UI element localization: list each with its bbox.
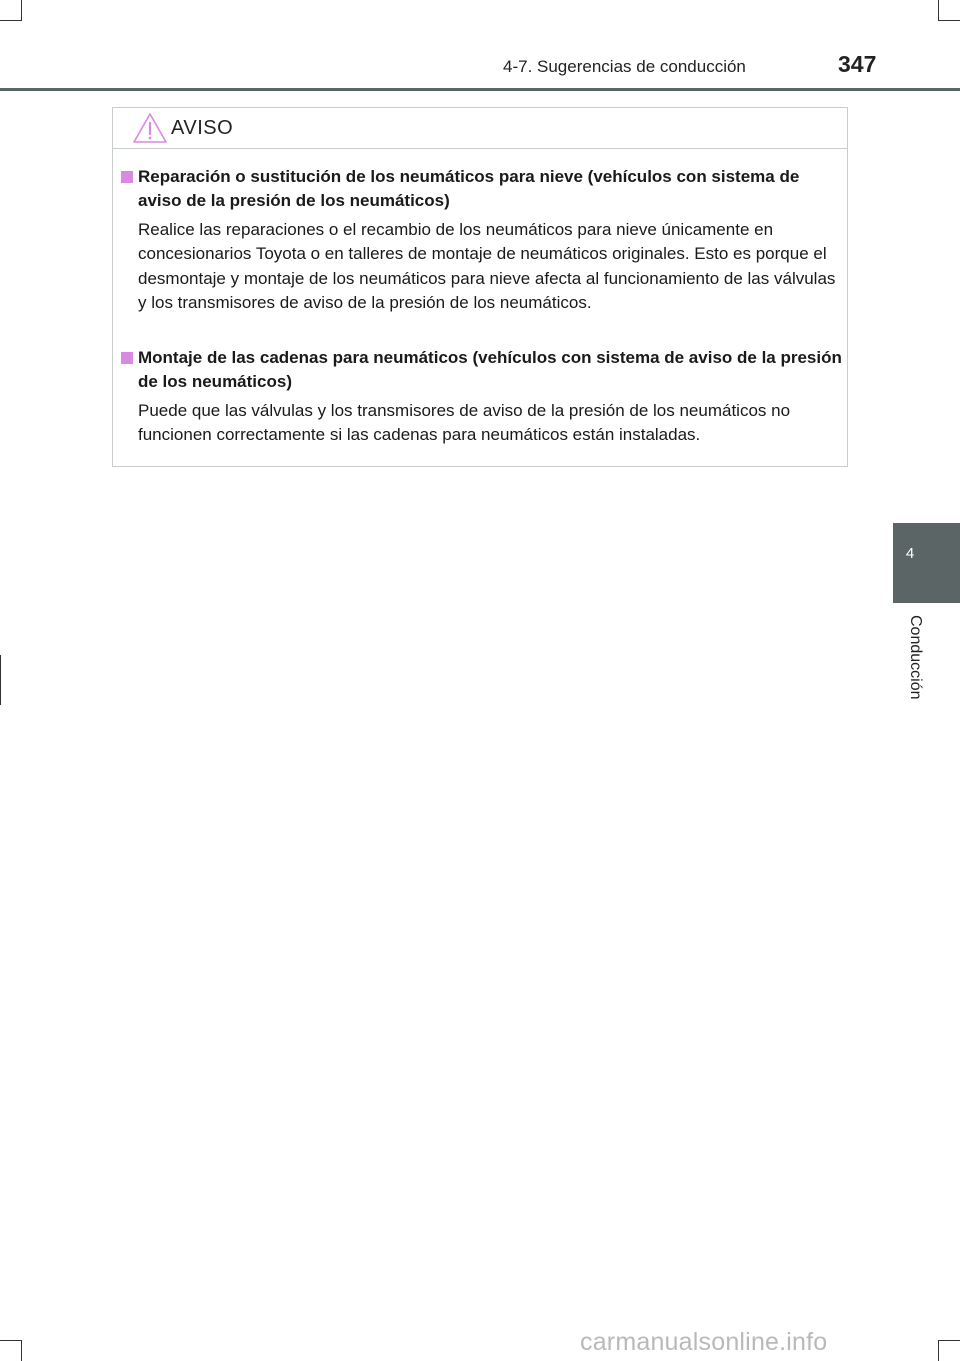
- warning-triangle-icon: [132, 112, 168, 144]
- item-body: Puede que las válvulas y los transmisores de aviso de la presión de los neumáticos no funcionen correctamente si las cadenas para neumáticos están instaladas.: [138, 401, 791, 445]
- bullet-square-icon: [121, 352, 133, 364]
- crop-mark: [21, 1340, 22, 1361]
- chapter-tab: [893, 523, 960, 603]
- crop-mark: [938, 1340, 939, 1361]
- chapter-label: Conducción: [907, 615, 924, 700]
- crop-mark: [0, 655, 1, 705]
- section-title: 4-7. Sugerencias de conducción: [503, 57, 746, 76]
- crop-mark: [938, 20, 960, 21]
- crop-mark: [938, 1340, 960, 1341]
- item-heading: Montaje de las cadenas para neumáticos (vehículos con sistema de aviso de la presión de los neumáticos): [138, 348, 842, 391]
- item-body: Realice las reparaciones o el recambio de los neumáticos para nieve únicamente en concesionarios Toyota o en talleres de montaje de neumáticos originales. Esto es porque el desmontaje y montaje de los neumáticos para nieve afecta al funcionamiento de las válvulas y los transmisores de aviso de la presión de los neumáticos.: [138, 220, 836, 313]
- warning-header: [113, 108, 847, 149]
- crop-mark: [21, 0, 22, 21]
- watermark: carmanualsonline.info: [580, 1328, 828, 1356]
- page-number: 347: [838, 51, 877, 77]
- chapter-number: 4: [905, 545, 915, 562]
- warning-box: [112, 107, 848, 467]
- bullet-square-icon: [121, 171, 133, 183]
- crop-mark: [0, 1340, 22, 1341]
- warning-title: AVISO: [171, 117, 234, 139]
- header-rule: [0, 88, 960, 91]
- crop-mark: [0, 20, 22, 21]
- item-heading: Reparación o sustitución de los neumáticos para nieve (vehículos con sistema de aviso de la presión de los neumáticos): [138, 167, 800, 210]
- crop-mark: [938, 0, 939, 21]
